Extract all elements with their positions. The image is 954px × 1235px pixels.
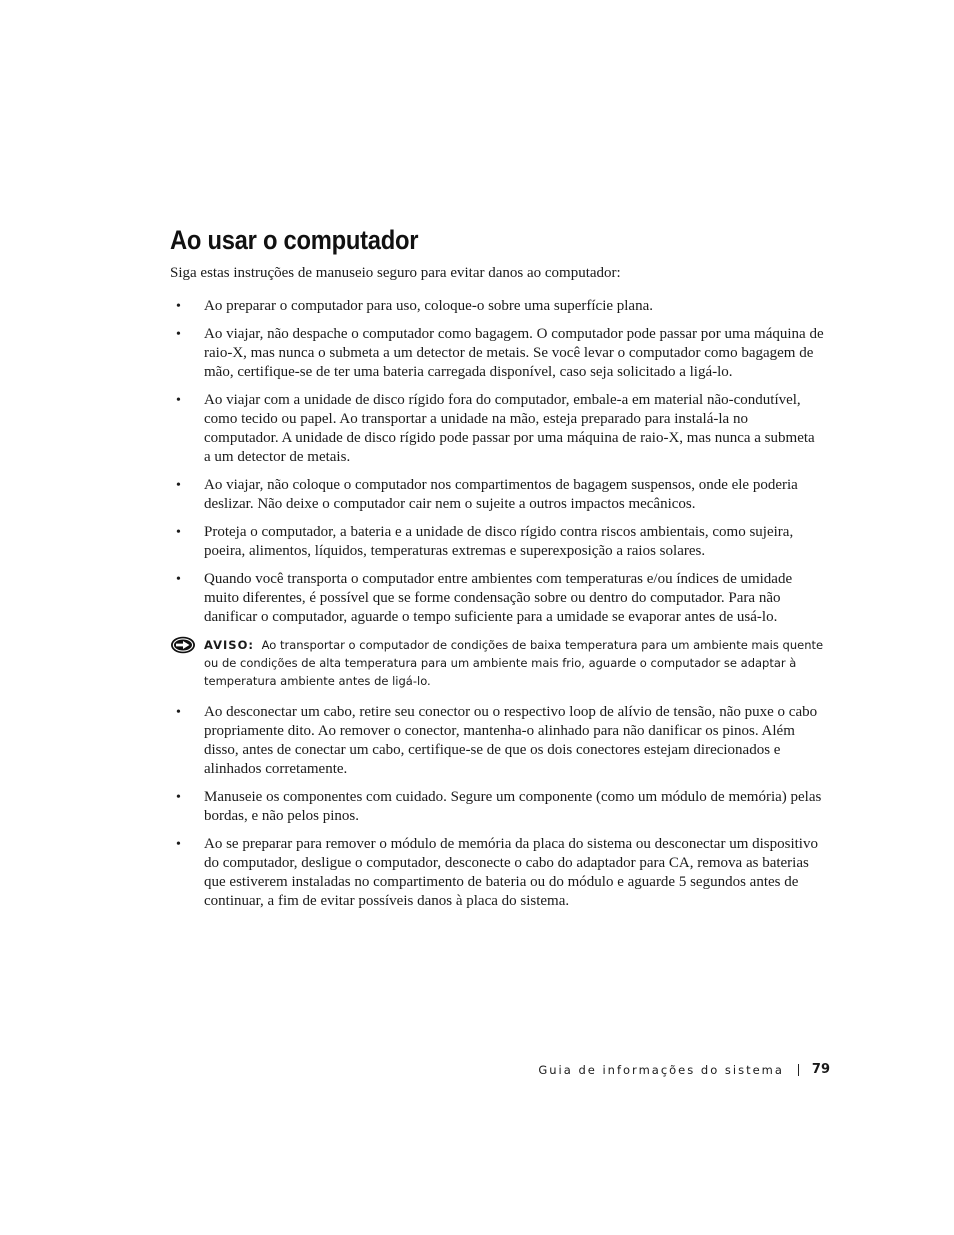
page-footer bbox=[538, 1061, 830, 1079]
bullet-list bbox=[0, 297, 954, 920]
list-item bbox=[0, 523, 824, 561]
list-item-text: Manuseie os componentes com cuidado. Segure um componente (como um módulo de memória) pelas bordas, e não pelos pinos. bbox=[204, 789, 822, 824]
notice-arrow-icon bbox=[170, 636, 196, 654]
footer-divider bbox=[798, 1064, 799, 1076]
list-item bbox=[0, 570, 824, 627]
list-item bbox=[0, 297, 824, 316]
list-item-text: Ao preparar o computador para uso, coloque-o sobre uma superfície plana. bbox=[204, 298, 653, 314]
list-item bbox=[0, 788, 824, 826]
list-item-text: Ao se preparar para remover o módulo de memória da placa do sistema ou desconectar um dispositivo do computador, desligue o computador, desconecte o cabo do adaptador para CA, remova as baterias que estiverem instaladas no compartimento de bateria ou do módulo e aguarde 5 segundos antes de continuar, a fim de evitar possíveis danos à placa do sistema. bbox=[204, 836, 818, 909]
list-item-text: Proteja o computador, a bateria e a unidade de disco rígido contra riscos ambientais, como sujeira, poeira, alimentos, líquidos, temperaturas extremas e superexposição a raios solares. bbox=[204, 524, 794, 559]
list-item-text: Ao viajar, não coloque o computador nos compartimentos de bagagem suspensos, onde ele poderia deslizar. Não deixe o computador cair nem o sujeite a outros impactos mecânicos. bbox=[204, 477, 798, 512]
list-item bbox=[0, 391, 824, 467]
list-item-text: Ao viajar com a unidade de disco rígido fora do computador, embale-a em material não-condutível, como tecido ou papel. Ao transportar a unidade na mão, esteja preparado para instalá-la no computador. A unidade de disco rígido pode passar por uma máquina de raio-X, mas nunca a submeta a um detector de metais. bbox=[204, 392, 815, 465]
bullet-icon: • bbox=[176, 327, 181, 342]
list-item-text: Ao viajar, não despache o computador como bagagem. O computador pode passar por uma máquina de raio-X, mas nunca o submeta a um detector de metais. Se você levar o computador como bagagem de mão, certifique-se de ter uma bateria carregada disponível, caso seja solicitado a ligá-lo. bbox=[204, 326, 824, 380]
list-item bbox=[0, 476, 824, 514]
notice-label: AVISO: bbox=[204, 638, 254, 652]
bullet-icon: • bbox=[176, 478, 181, 493]
notice-box bbox=[0, 636, 829, 690]
list-item-text: Ao desconectar um cabo, retire seu conector ou o respectivo loop de alívio de tensão, não puxe o cabo propriamente dito. Ao remover o conector, mantenha-o alinhado para não danificar os pinos. Além disso, antes de conectar um cabo, certifique-se de que os dois conectores estejam direcionados e alinhados corretamente. bbox=[204, 704, 818, 777]
bullet-icon: • bbox=[176, 790, 181, 805]
intro-paragraph: Siga estas instruções de manuseio seguro para evitar danos ao computador: bbox=[170, 265, 621, 281]
bullet-icon: • bbox=[176, 525, 181, 540]
bullet-icon: • bbox=[176, 393, 181, 408]
footer-title: Guia de informações do sistema bbox=[538, 1063, 784, 1077]
bullet-icon: • bbox=[176, 837, 181, 852]
page-number: 79 bbox=[811, 1062, 830, 1077]
notice-text: Ao transportar o computador de condições de baixa temperatura para um ambiente mais quente ou de condições de alta temperatura para um ambiente mais frio, aguarde o computador se adaptar à temperatura ambiente antes de ligá-lo. bbox=[204, 638, 824, 688]
list-item bbox=[0, 325, 824, 382]
bullet-icon: • bbox=[176, 299, 181, 314]
bullet-icon: • bbox=[176, 705, 181, 720]
list-item bbox=[0, 703, 824, 779]
list-item-text: Quando você transporta o computador entre ambientes com temperaturas e/ou índices de umidade muito diferentes, é possível que se forme condensação sobre ou dentro do computador. Para não danificar o computador, aguarde o tempo suficiente para a umidade se evaporar antes de usá-lo. bbox=[204, 571, 793, 625]
list-item bbox=[0, 835, 824, 911]
bullet-icon: • bbox=[176, 572, 181, 587]
page-title: Ao usar o computador bbox=[170, 225, 419, 255]
